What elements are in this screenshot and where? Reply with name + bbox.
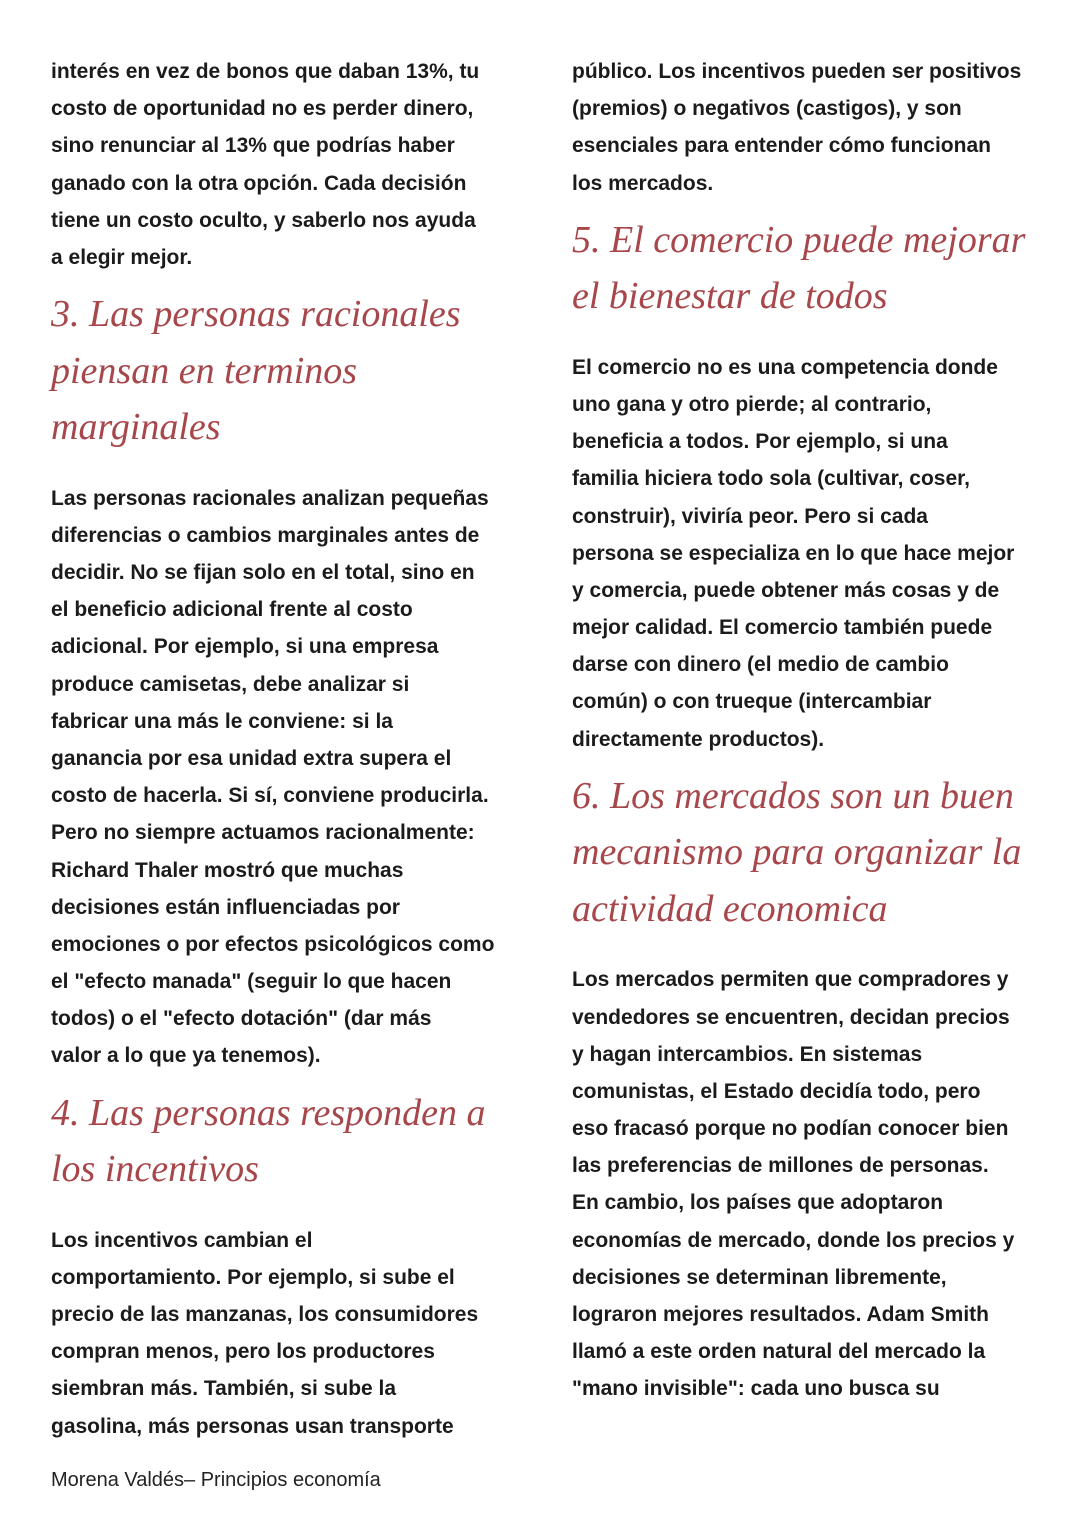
text-line: costo de hacerla. Si sí, conviene producirla. [51, 784, 489, 808]
text-line: comunistas, el Estado decidía todo, pero [572, 1079, 981, 1103]
text-line: decidir. No se fijan solo en el total, sino en [51, 561, 475, 584]
text-line: adicional. Por ejemplo, si una empresa [51, 635, 439, 659]
text-line: decisiones se determinan libremente, [572, 1265, 947, 1289]
section-6-body [572, 961, 1042, 1407]
text-line: el "efecto manada" (seguir lo que hacen [51, 970, 452, 994]
continued-paragraph [572, 53, 1042, 202]
text-line: esenciales para entender cómo funcionan [572, 134, 991, 158]
section-3-body [51, 480, 521, 1075]
text-line: decisiones están influenciadas por [51, 895, 400, 919]
heading-line: 3. Las personas racionales [51, 293, 461, 336]
text-line: emociones o por efectos psicológicos como [51, 932, 495, 956]
heading-line: 6. Los mercados son un buen [572, 774, 1014, 817]
text-line: costo de oportunidad no es perder dinero, [51, 97, 474, 121]
text-line: darse con dinero (el medio de cambio [572, 653, 949, 677]
text-line: ganado con la otra opción. Cada decisión [51, 171, 467, 195]
text-line: común) o con trueque (intercambiar [572, 690, 932, 714]
section-5-body [572, 349, 1042, 758]
text-line: vendedores se encuentren, decidan precios [572, 1005, 1010, 1029]
text-line: uno gana y otro pierde; al contrario, [572, 392, 932, 416]
heading-line: marginales [51, 406, 221, 449]
text-line: sino renunciar al 13% que podrías haber [51, 134, 455, 158]
text-line: mejor calidad. El comercio también puede [572, 616, 993, 640]
section-6 [572, 768, 1042, 1408]
text-line: directamente productos). [572, 727, 825, 751]
text-line: Pero no siempre actuamos racionalmente: [51, 821, 475, 845]
text-line: público. Los incentivos pueden ser positivos [572, 60, 1022, 83]
text-line: Los mercados permiten que compradores y [572, 968, 1009, 992]
text-line: fabricar una más le conviene: si la [51, 709, 393, 733]
text-line: las preferencias de millones de personas. [572, 1154, 989, 1178]
text-line: y hagan intercambios. En sistemas [572, 1042, 923, 1066]
section-3 [51, 286, 521, 1075]
text-line: construir), viviría peor. Pero si cada [572, 504, 928, 528]
section-4 [51, 1085, 521, 1445]
section-5-heading [572, 212, 1042, 325]
text-line: produce camisetas, debe analizar si [51, 672, 410, 696]
text-line: Los incentivos cambian el [51, 1228, 313, 1252]
text-line: lograron mejores resultados. Adam Smith [572, 1303, 989, 1326]
text-line: a elegir mejor. [51, 245, 193, 269]
text-line: gasolina, más personas usan transporte [51, 1414, 454, 1438]
left-column [51, 53, 521, 1445]
text-line: siembran más. También, si sube la [51, 1377, 397, 1401]
text-line: precio de las manzanas, los consumidores [51, 1303, 479, 1326]
text-line: todos) o el "efecto dotación" (dar más [51, 1007, 432, 1031]
text-line: valor a lo que ya tenemos). [51, 1044, 321, 1068]
heading-line: 5. El comercio puede mejorar [572, 218, 1026, 261]
heading-line: piensan en terminos [51, 349, 358, 392]
heading-line: 4. Las personas responden a [51, 1091, 486, 1134]
text-line: En cambio, los países que adoptaron [572, 1191, 944, 1215]
text-line: familia hiciera todo sola (cultivar, coser, [572, 467, 970, 491]
section-6-heading [572, 768, 1042, 938]
text-line: El comercio no es una competencia donde [572, 355, 998, 379]
text-line: eso fracasó porque no podían conocer bien [572, 1117, 1009, 1141]
text-line: ganancia por esa unidad extra supera el [51, 746, 452, 770]
text-line: beneficia a todos. Por ejemplo, si una [572, 430, 948, 454]
text-line: y comercia, puede obtener más cosas y de [572, 578, 1000, 602]
text-line: Las personas racionales analizan pequeñas [51, 486, 489, 510]
text-line: llamó a este orden natural del mercado la [572, 1340, 986, 1364]
right-column [572, 53, 1042, 1408]
heading-line: el bienestar de todos [572, 275, 888, 318]
section-3-heading [51, 286, 521, 456]
section-4-heading [51, 1085, 521, 1198]
section-4-body [51, 1222, 521, 1445]
continued-paragraph [51, 53, 521, 276]
text-line: Richard Thaler mostró que muchas [51, 858, 404, 882]
text-line: el beneficio adicional frente al costo [51, 598, 413, 622]
text-line: comportamiento. Por ejemplo, si sube el [51, 1265, 455, 1289]
text-line: persona se especializa en lo que hace mejor [572, 541, 1015, 565]
footer-author-note: Morena Valdés– Principios economía [51, 1469, 381, 1491]
text-line: (premios) o negativos (castigos), y son [572, 97, 962, 121]
text-line: compran menos, pero los productores [51, 1340, 435, 1364]
text-line: los mercados. [572, 171, 714, 195]
heading-line: mecanismo para organizar la [572, 831, 1022, 874]
section-5 [572, 212, 1042, 758]
text-line: "mano invisible": cada uno busca su [572, 1377, 940, 1401]
text-line: tiene un costo oculto, y saberlo nos ayuda [51, 208, 476, 232]
heading-line: actividad economica [572, 887, 888, 930]
heading-line: los incentivos [51, 1148, 259, 1191]
text-line: diferencias o cambios marginales antes de [51, 523, 480, 547]
text-line: economías de mercado, donde los precios y [572, 1228, 1015, 1252]
text-line: interés en vez de bonos que daban 13%, tu [51, 60, 480, 83]
